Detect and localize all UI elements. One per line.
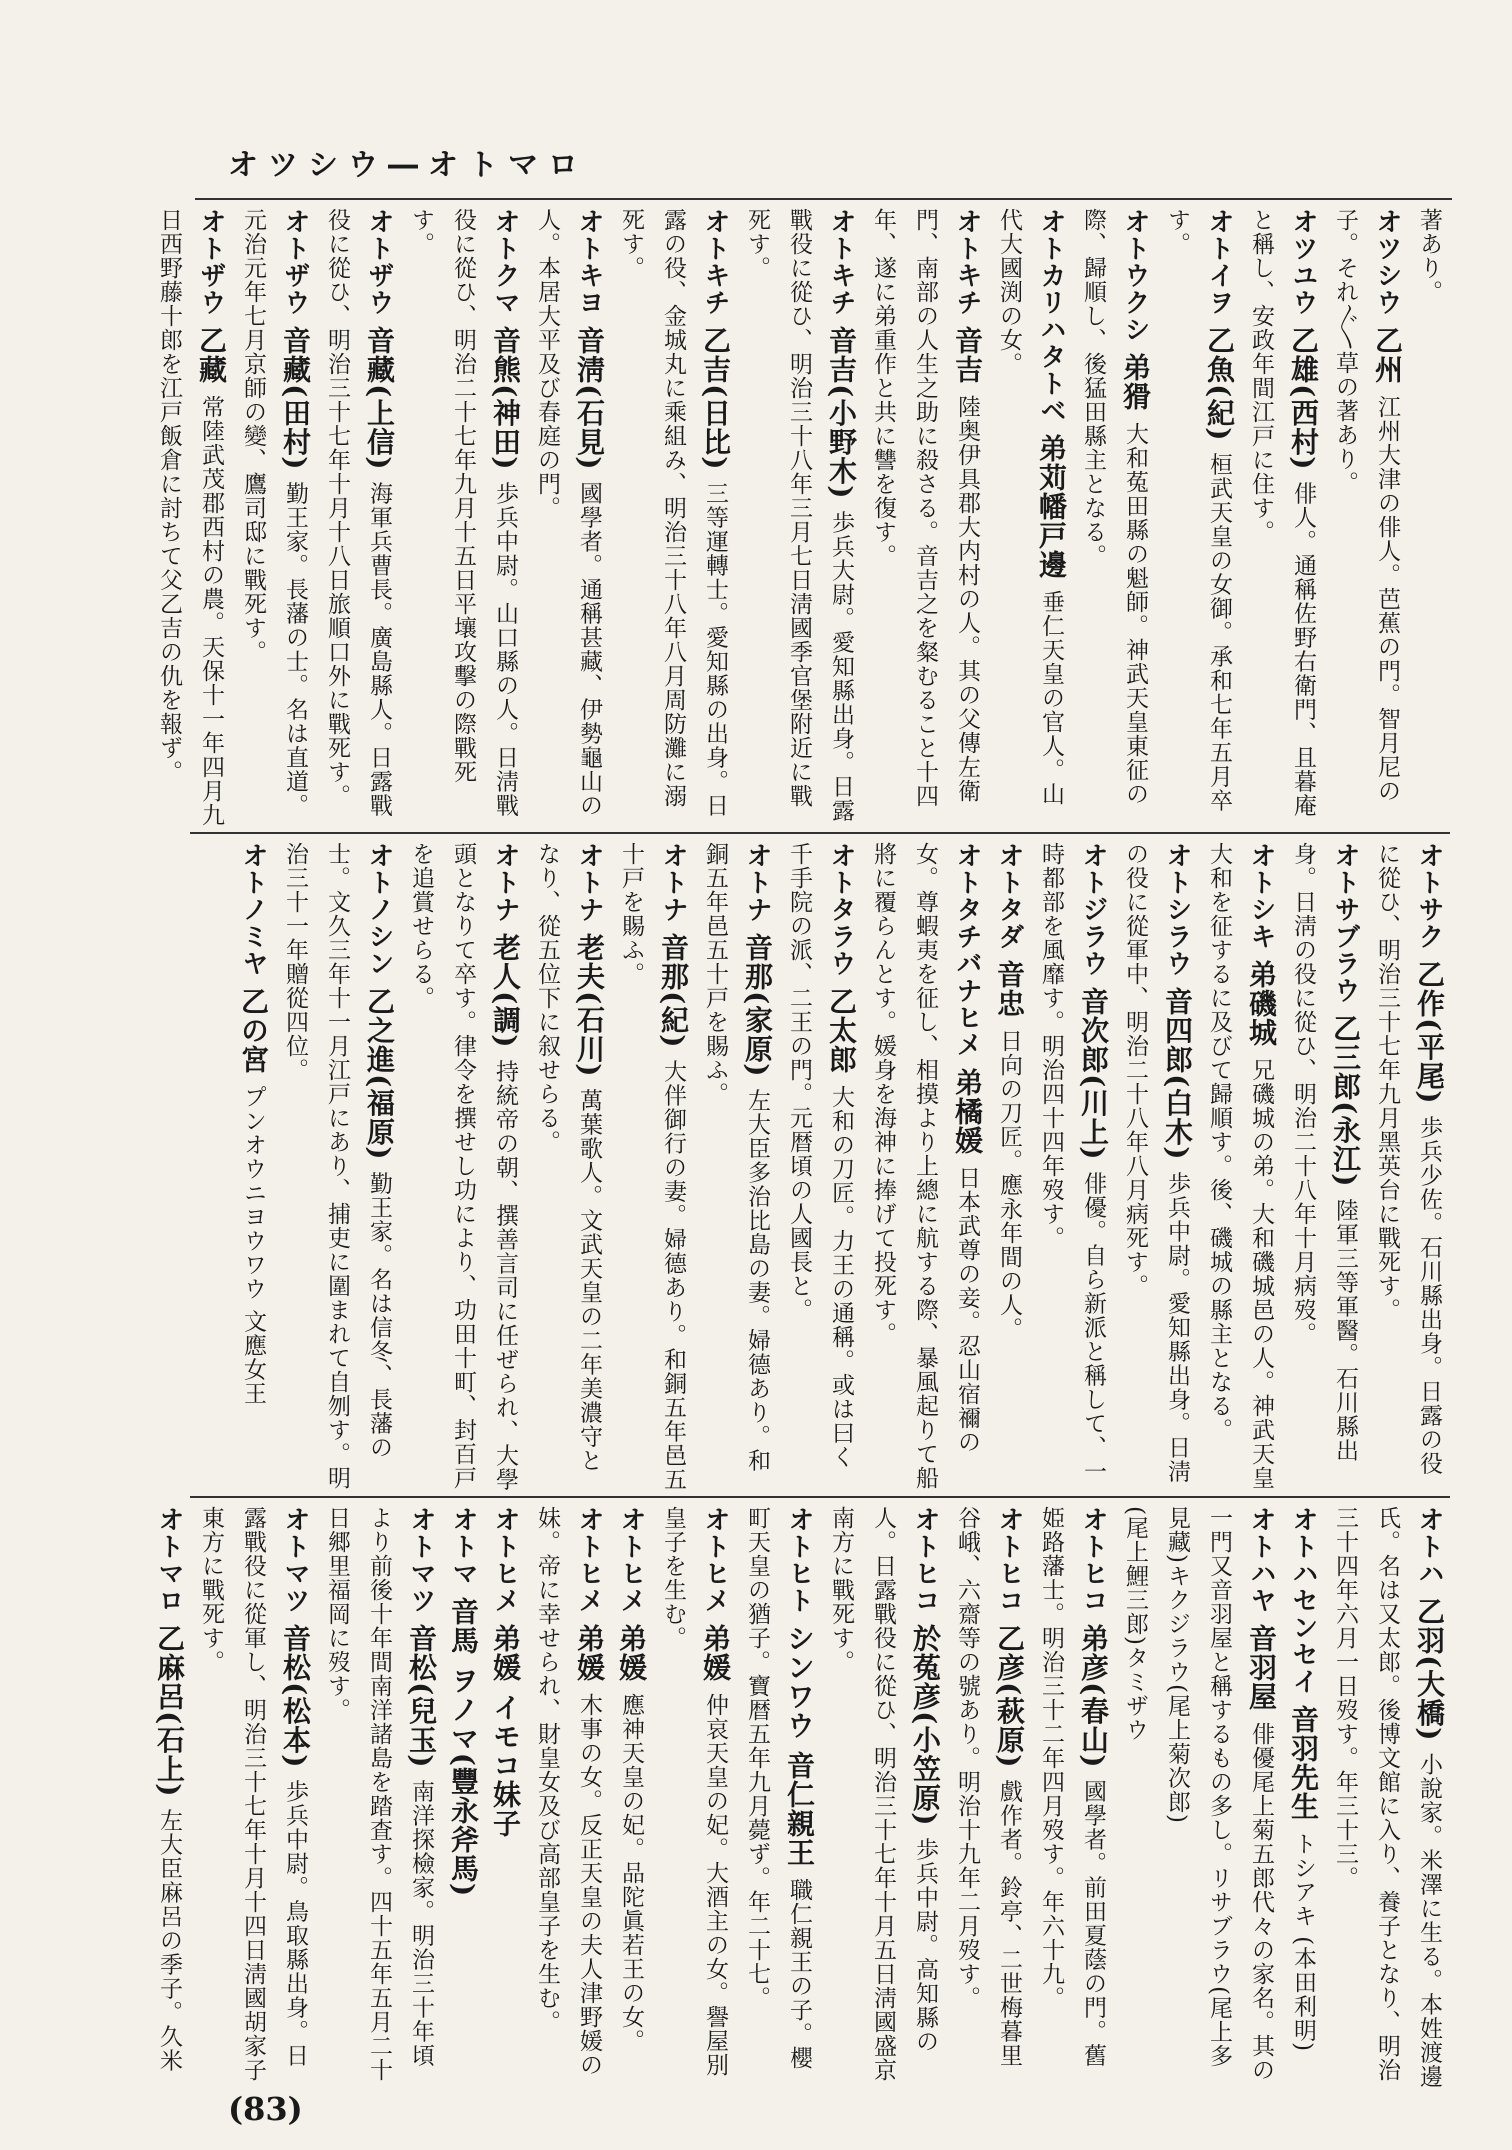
entry-head: 音羽先生: [1287, 1705, 1320, 1832]
tier-3-text: [153, 1506, 1450, 2091]
dictionary-entry: [1324, 208, 1408, 828]
tier-3: [153, 1506, 1450, 2091]
entry-desc: 歩兵中尉。高知縣の人。日露戰役に從ひ、明治三十七年十月五日淸國盛京南方に戰死す。: [828, 1506, 938, 2082]
entry-kana: オトクマ: [490, 208, 520, 327]
entry-kana: オトザウ: [196, 208, 226, 327]
entry-desc: 戲作者。鈴亭、二世梅暮里谷峨、六齋等の號あり。明治十九年二月歿す。: [954, 1506, 1022, 2068]
entry-kana: オトサブラウ: [1330, 842, 1360, 1015]
entry-kana: オトマツ: [280, 1506, 310, 1625]
dictionary-entry: [736, 1506, 820, 2091]
entry-kana: オトヒメ: [574, 1506, 604, 1625]
entry-kana: オツシウ: [1372, 208, 1402, 327]
entry-kana: オトジラウ: [1078, 842, 1108, 988]
entry-desc: 大伴御行の妻。婦德あり。和銅五年邑五十戸を賜ふ。: [618, 842, 686, 1492]
tier-divider-1: [190, 832, 1450, 834]
entry-head: 音忠: [993, 960, 1026, 1029]
entry-kana: オトヒメ: [616, 1506, 646, 1625]
dictionary-entry: [988, 842, 1030, 1492]
dictionary-entry: [526, 842, 610, 1492]
dictionary-entry: [862, 842, 988, 1492]
entry-head: 音松(松本): [279, 1624, 312, 1780]
entry-desc: 小說家。米澤に生る。本姓渡邊氏。名は又太郎。後博文館に入り、養子となり、明治三十四年六月一日歿す。年三十三。: [1332, 1506, 1442, 2089]
entry-head: 弟媛 イモコ妹子: [489, 1624, 522, 1838]
entry-desc: 職仁親王の子。櫻町天皇の猶子。寶暦五年九月薨ず。年二十七。: [744, 1506, 812, 2070]
entry-head: シンワウ 音仁親王: [783, 1624, 816, 1878]
entry-head: 乙之進(福原): [363, 987, 396, 1172]
entry-kana: オトキチ: [700, 208, 730, 327]
dictionary-entry: [946, 1506, 1030, 2091]
entry-kana: オトサク: [1414, 842, 1444, 961]
entry-kana: オトヒコ: [910, 1506, 940, 1625]
tier-1: [156, 208, 1450, 828]
dictionary-entry: [1282, 842, 1366, 1492]
dictionary-entry: [610, 208, 736, 828]
dictionary-entry: [652, 1506, 736, 2091]
entry-kana: オトイヲ: [1204, 208, 1234, 327]
entry-kana: オトタラウ: [826, 842, 856, 988]
entry-desc: 勤王家。名は信冬、長藩の士。文久三年十一月江戸にあり、捕吏に圍まれて自刎す。明治三十一年贈從四位。: [282, 842, 392, 1490]
tier-2-text: [190, 842, 1450, 1492]
entry-kana: オトヒコ: [1078, 1506, 1108, 1625]
entry-kana: オトヒメ: [490, 1506, 520, 1625]
entry-head: 乙羽(大橋): [1413, 1597, 1446, 1753]
entry-desc: 垂仁天皇の官人。山代大國渕の女。: [996, 208, 1064, 806]
entry-head: 音淸(石見): [573, 326, 606, 482]
entry-head: 乙彦(萩原): [993, 1624, 1026, 1780]
dictionary-entry: [232, 208, 316, 828]
dictionary-entry: [316, 1506, 442, 2091]
entry-head: 乙州: [1371, 326, 1404, 395]
entry-kana: オツユウ: [1288, 208, 1318, 327]
entry-head: 乙魚(紀): [1203, 326, 1236, 453]
dictionary-entry: [190, 1506, 316, 2091]
entry-desc: 俳人。通稱佐野右衛門、且暮庵と稱し、安政年間江戸に住す。: [1248, 208, 1316, 818]
entry-kana: オトナ: [490, 842, 520, 934]
dictionary-entry: [1114, 842, 1198, 1492]
entry-desc: 國學者。前田夏蔭の門。舊姫路藩士。明治三十二年四月歿す。年六十九。: [1038, 1506, 1106, 2068]
entry-desc: 歩兵中尉。山口縣の人。日淸戰役に從ひ、明治二十七年九月十五日平壤攻擊の際戰死す。: [408, 208, 518, 818]
entry-head: 乙藏: [195, 326, 228, 395]
entry-desc: 俳優。自ら新派と稱して、一時都部を風靡す。明治四十四年歿す。: [1038, 842, 1106, 1484]
dictionary-entry: [400, 842, 526, 1492]
header-title: オツシウ―オトマロ: [228, 148, 588, 183]
entry-desc: 兄磯城の弟。大和磯城邑の人。神武天皇大和を征するに及びて歸順す。後、磯城の縣主となる。: [1206, 842, 1274, 1490]
dictionary-entry: [148, 208, 232, 828]
dictionary-entry: [988, 208, 1072, 828]
entry-kana: オトマツ: [406, 1506, 436, 1625]
entry-desc: 歩兵大尉。愛知縣出身。日露戰役に從ひ、明治三十八年三月七日淸國季官堡附近に戰死す。: [744, 208, 854, 823]
entry-head: 弟橘媛: [951, 1068, 984, 1166]
entry-kana: オトキチ: [826, 208, 856, 327]
entry-head: 音次郎(川上): [1077, 987, 1110, 1172]
dictionary-entry: [1198, 842, 1282, 1492]
entry-head: 乙作(平尾): [1413, 960, 1446, 1116]
entry-head: 音那(紀): [657, 933, 690, 1060]
entry-desc: 著あり。: [1416, 208, 1442, 304]
entry-desc: (尾上鯉三郎)タミザウ: [1122, 1506, 1148, 1742]
entry-kana: オトウクシ: [1120, 208, 1150, 354]
entry-desc: 海軍兵曹長。廣島縣人。日露戰役に從ひ、明治三十七年十月十八日旅順口外に戰死す。: [324, 208, 392, 818]
entry-head: 乙太郎: [825, 987, 858, 1085]
dictionary-entry: [694, 842, 778, 1492]
entry-head: 弟媛: [615, 1624, 648, 1693]
entry-desc: 三等運轉士。愛知縣の出身。日露の役、金城丸に乘組み、明治三十八年八月周防灘に溺死す。: [618, 208, 728, 818]
running-header: [228, 140, 1182, 190]
entry-kana: オトキヨ: [574, 208, 604, 327]
entry-head: 音那(家原): [741, 933, 774, 1089]
entry-head: 音四郎(白木): [1161, 987, 1194, 1172]
entry-desc: 常陸武茂郡西村の農。天保十一年四月九日西野藤十郎を江戸飯倉に討ちて父乙吉の仇を報ず。: [156, 208, 224, 827]
entry-desc: 歩兵少佐。石川縣出身。日露の役に從ひ、明治三十七年九月黑英台に戰死す。: [1374, 842, 1442, 1476]
dictionary-entry: [1156, 208, 1240, 828]
entry-desc: 持統帝の朝、撰善言司に任ぜられ、大學頭となりて卒す。律令を撰せし功により、功田十町、封百戸を追賞せらる。: [408, 842, 518, 1492]
dictionary-entry: [148, 1506, 190, 2091]
entry-kana: オトマ: [448, 1506, 478, 1598]
entry-desc: 大和菟田縣の魁師。神武天皇東征の際、歸順し、後猛田縣主となる。: [1080, 208, 1148, 806]
entry-head: 於菟彦(小笠原): [909, 1624, 942, 1838]
entry-desc: 勤王家。長藩の士。名は直道。元治元年七月京師の變、鷹司邸に戰死す。: [240, 208, 308, 818]
dictionary-entry: [274, 842, 400, 1492]
dictionary-entry: [778, 842, 862, 1492]
entry-kana: オトナ: [742, 842, 772, 934]
entry-head: 弟苅幡戸邊: [1035, 434, 1068, 590]
tier-1-text: [156, 208, 1450, 828]
entry-desc: 陸軍三等軍醫。石川縣出身。日淸の役に從ひ、明治二十八年十月病歿。: [1290, 842, 1358, 1463]
entry-kana: オトシラウ: [1162, 842, 1192, 988]
tier-2: [190, 842, 1450, 1492]
entry-head: 乙の宮: [237, 987, 270, 1085]
entry-kana: オトザウ: [280, 208, 310, 327]
entry-desc: 木事の女。反正天皇の夫人津野媛の妹。帝に幸せられ、財皇女及び高部皇子を生む。: [534, 1506, 602, 2077]
entry-desc: 日向の刀匠。應永年間の人。: [996, 1028, 1022, 1341]
entry-head: 音藏(田村): [279, 326, 312, 482]
dictionary-entry: [1408, 208, 1450, 828]
entry-kana: オトハヤ: [1246, 1506, 1276, 1625]
entry-desc: トシアキ (本田利明): [1290, 1831, 1316, 2053]
dictionary-entry: [442, 1506, 484, 2091]
entry-desc: 左大臣麻呂の季子。久米: [156, 1808, 182, 2073]
entry-head: 弟媛: [699, 1624, 732, 1693]
entry-desc: 國學者。通稱甚藏、伊勢龜山の人。本居大平及び春庭の門。: [534, 208, 602, 818]
entry-kana: オトヒト: [784, 1506, 814, 1625]
header-rule: [195, 198, 1452, 200]
entry-head: 音羽屋: [1245, 1624, 1278, 1722]
entry-kana: オトナ: [574, 842, 604, 934]
dictionary-entry: [1240, 208, 1324, 828]
entry-head: 弟猾: [1119, 353, 1152, 422]
entry-head: 弟磯城: [1245, 960, 1278, 1058]
entry-head: 乙三郎(永江): [1329, 1014, 1362, 1199]
entry-head: 弟媛: [573, 1624, 606, 1693]
dictionary-entry: [610, 842, 694, 1492]
entry-kana: オトキチ: [952, 208, 982, 327]
entry-desc: 歩兵中尉。愛知縣出身。日淸の役に從軍中、明治二十八年八月病死す。: [1122, 842, 1190, 1484]
page-number: (83): [228, 2090, 303, 2128]
dictionary-entry: [316, 208, 400, 828]
dictionary-entry: [610, 1506, 652, 2091]
entry-head: 音吉(小野木): [825, 326, 858, 511]
entry-kana: オトザウ: [364, 208, 394, 327]
dictionary-entry: [1114, 1506, 1156, 2091]
entry-head: 音藏(上信): [363, 326, 396, 482]
entry-head: 乙麻呂(石上): [153, 1624, 186, 1809]
entry-kana: オトヒメ: [700, 1506, 730, 1625]
entry-kana: オトノミヤ: [238, 842, 268, 988]
entry-desc: 陸奥伊具郡大内村の人。其の父傳左衛門、南部の人生之助に殺さる。音吉之を粲むること十四年、遂に弟重作と共に讐を復す。: [870, 208, 980, 808]
entry-head: 音松(兒玉): [405, 1624, 438, 1780]
entry-kana: オトノシン: [364, 842, 394, 988]
entry-head: 乙吉(日比): [699, 326, 732, 482]
entry-kana: オトヒコ: [994, 1506, 1024, 1625]
dictionary-entry: [1072, 208, 1156, 828]
dictionary-entry: [862, 208, 988, 828]
entry-head: 音熊(神田): [489, 326, 522, 482]
entry-kana: オトハ: [1414, 1506, 1444, 1598]
entry-desc: 歩兵中尉。鳥取縣出身。日露戰役に從軍し、明治三十七年十月十四日淸國胡家子東方に戰死す。: [198, 1506, 308, 2082]
entry-desc: 大和の刀匠。力王の通稱。或は曰く千手院の派、二王の門。元暦頃の人國長と。: [786, 842, 854, 1469]
entry-desc: 日本武尊の妾。忍山宿禰の女。尊蝦夷を征し、相摸より上總に航する際、暴風起りて船將に覆らんとす。媛身を海神に捧げて投死す。: [870, 842, 980, 1490]
entry-kana: オトマロ: [154, 1506, 184, 1625]
entry-desc: プンオウニヨウワウ 文應女王: [240, 1084, 266, 1406]
dictionary-entry: [820, 1506, 946, 2091]
tier-divider-2: [190, 1496, 1450, 1498]
entry-desc: 應神天皇の妃。品陀眞若王の女。: [618, 1692, 644, 2053]
entry-head: 音馬 ヲノマ(豐永斧馬): [447, 1597, 480, 1898]
entry-head: 老人(調): [489, 933, 522, 1060]
entry-head: 音吉: [951, 326, 984, 395]
dictionary-entry: [1156, 1506, 1282, 2091]
entry-desc: 桓武天皇の女御。承和七年五月卒す。: [1164, 208, 1232, 813]
entry-head: 弟彦(春山): [1077, 1624, 1110, 1780]
entry-kana: オトタチバナヒメ: [952, 842, 982, 1069]
entry-kana: オトナ: [658, 842, 688, 934]
entry-desc: 萬葉歌人。文武天皇の二年美濃守となり、從五位下に叙せらる。: [534, 842, 602, 1473]
entry-desc: 江州大津の俳人。芭蕉の門。智月尼の子。それ〴〵草の著あり。: [1332, 208, 1400, 803]
dictionary-entry: [1324, 1506, 1450, 2091]
dictionary-entry: [736, 208, 862, 828]
dictionary-entry: [1030, 1506, 1114, 2091]
dictionary-entry: [1282, 1506, 1324, 2091]
entry-head: 老夫(石川): [573, 933, 606, 1089]
dictionary-entry: [526, 1506, 610, 2091]
entry-desc: 仲哀天皇の妃。大酒主の女。譽屋別皇子を生む。: [660, 1506, 728, 2077]
dictionary-entry: [400, 208, 526, 828]
dictionary-entry: [1366, 842, 1450, 1492]
entry-kana: オトハセンセイ: [1288, 1506, 1318, 1706]
dictionary-entry: [232, 842, 274, 1492]
entry-desc: 左大臣多治比島の妻。婦德あり。和銅五年邑五十戸を賜ふ。: [702, 842, 770, 1473]
entry-head: 乙雄(西村): [1287, 326, 1320, 482]
entry-kana: オトタダ: [994, 842, 1024, 961]
dictionary-entry: [484, 1506, 526, 2091]
dictionary-entry: [526, 208, 610, 828]
dictionary-entry: [1030, 842, 1114, 1492]
entry-desc: 俳優尾上菊五郎代々の家名。其の一門又音羽屋と稱するもの多し。リサブラウ(尾上多見藏)キクジラウ(尾上菊次郎): [1164, 1506, 1274, 2082]
entry-desc: 南洋探檢家。明治三十年頃より前後十年間南洋諸島を踏査す。四十五年五月二十日郷里福岡に歿す。: [324, 1506, 434, 2082]
entry-kana: オトシキ: [1246, 842, 1276, 961]
entry-kana: オトカリハタトベ: [1036, 208, 1066, 435]
